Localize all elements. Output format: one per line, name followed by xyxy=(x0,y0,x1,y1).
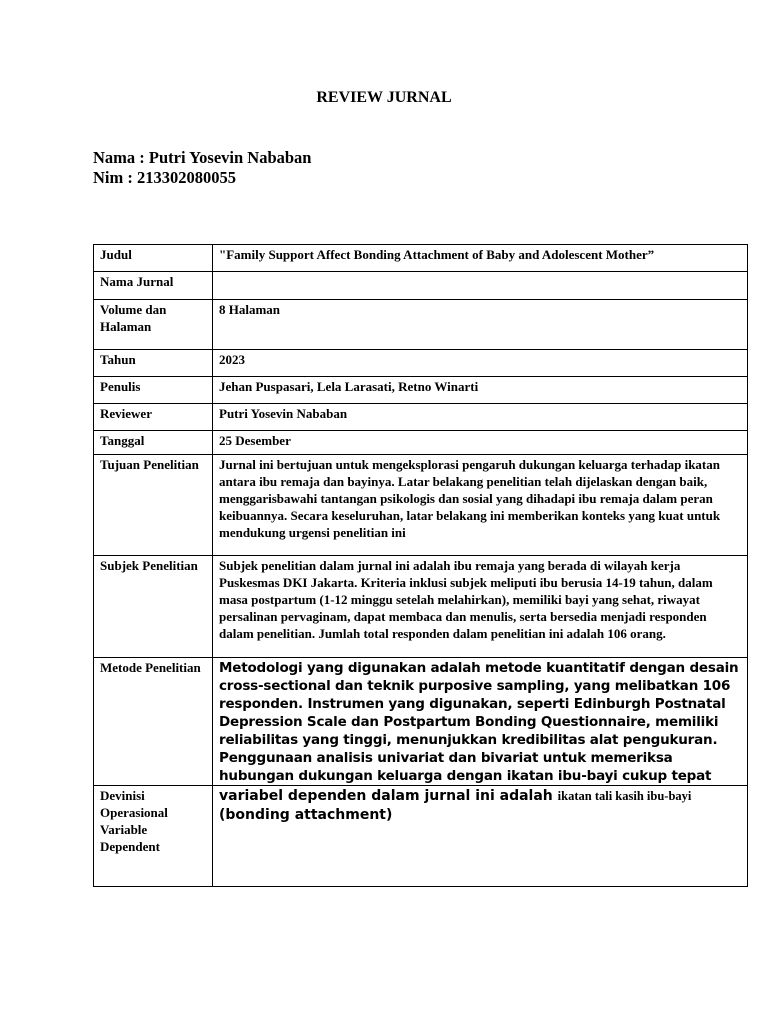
row-label-tanggal: Tanggal xyxy=(94,431,213,455)
row-value-tahun: 2023 xyxy=(213,350,748,377)
table-row xyxy=(94,556,748,658)
row-label-tujuan: Tujuan Penelitian xyxy=(94,455,213,556)
table-row xyxy=(94,658,748,786)
table-row xyxy=(94,377,748,404)
reviewer-name-line: Nama : Putri Yosevin Nababan xyxy=(93,148,312,167)
table-row xyxy=(94,404,748,431)
table-row xyxy=(94,272,748,300)
row-value-penulis: Jehan Puspasari, Lela Larasati, Retno Winarti xyxy=(213,377,748,404)
row-label-judul: Judul xyxy=(94,245,213,272)
row-value-tanggal: 25 Desember xyxy=(213,431,748,455)
table-row xyxy=(94,300,748,350)
devinisi-part-2: ikatan tali kasih ibu-bayi xyxy=(557,789,692,803)
row-label-metode: Metode Penelitian xyxy=(94,658,213,786)
row-value-judul: "Family Support Affect Bonding Attachment of Baby and Adolescent Mother” xyxy=(213,245,748,272)
row-label-subjek: Subjek Penelitian xyxy=(94,556,213,658)
devinisi-part-3: (bonding attachment) xyxy=(219,807,393,823)
row-label-penulis: Penulis xyxy=(94,377,213,404)
row-label-reviewer: Reviewer xyxy=(94,404,213,431)
row-value-metode: Metodologi yang digunakan adalah metode kuantitatif dengan desain cross-sectional dan teknik purposive sampling, yang melibatkan 106 responden. Instrumen yang digunakan, seperti Edinburgh Postnatal Depression Scale dan Postpartum Bonding Questionnaire, memiliki reliabilitas yang tinggi, menunjukkan kredibilitas alat pengukuran. Penggunaan analisis univariat dan bivariat untuk memeriksa hubungan dukungan keluarga dengan ikatan ibu-bayi cukup tepat xyxy=(213,658,748,786)
row-value-nama-jurnal xyxy=(213,272,748,300)
row-label-nama-jurnal: Nama Jurnal xyxy=(94,272,213,300)
row-label-volume: Volume dan Halaman xyxy=(94,300,213,350)
row-value-reviewer: Putri Yosevin Nababan xyxy=(213,404,748,431)
row-value-subjek: Subjek penelitian dalam jurnal ini adalah ibu remaja yang berada di wilayah kerja Puskesmas DKI Jakarta. Kriteria inklusi subjek meliputi ibu berusia 14-19 tahun, dalam masa postpartum (1-12 minggu setelah melahirkan), memiliki bayi yang sehat, riwayat persalinan pervaginam, dapat membaca dan menulis, serta bersedia menjadi responden dalam penelitian. Jumlah total responden dalam penelitian ini adalah 106 orang. xyxy=(213,556,748,658)
table-row xyxy=(94,455,748,556)
review-table xyxy=(93,244,748,887)
table-row xyxy=(94,350,748,377)
table-row xyxy=(94,431,748,455)
row-value-tujuan: Jurnal ini bertujuan untuk mengeksplorasi pengaruh dukungan keluarga terhadap ikatan antara ibu remaja dan bayinya. Latar belakang penelitian telah dijelaskan dengan baik, menggarisbawahi tantangan psikologis dan sosial yang dihadapi ibu remaja dalam peran keibuannya. Secara keseluruhan, latar belakang ini memberikan konteks yang kuat untuk mendukung urgensi penelitian ini xyxy=(213,455,748,556)
row-value-devinisi xyxy=(213,786,748,887)
devinisi-part-1: variabel dependen dalam jurnal ini adalah xyxy=(219,788,558,804)
row-label-devinisi: Devinisi Operasional Variable Dependent xyxy=(94,786,213,887)
table-row xyxy=(94,245,748,272)
row-value-volume: 8 Halaman xyxy=(213,300,748,350)
table-row xyxy=(94,786,748,887)
document-title: REVIEW JURNAL xyxy=(316,89,452,106)
reviewer-nim-line: Nim : 213302080055 xyxy=(93,168,236,187)
row-label-tahun: Tahun xyxy=(94,350,213,377)
